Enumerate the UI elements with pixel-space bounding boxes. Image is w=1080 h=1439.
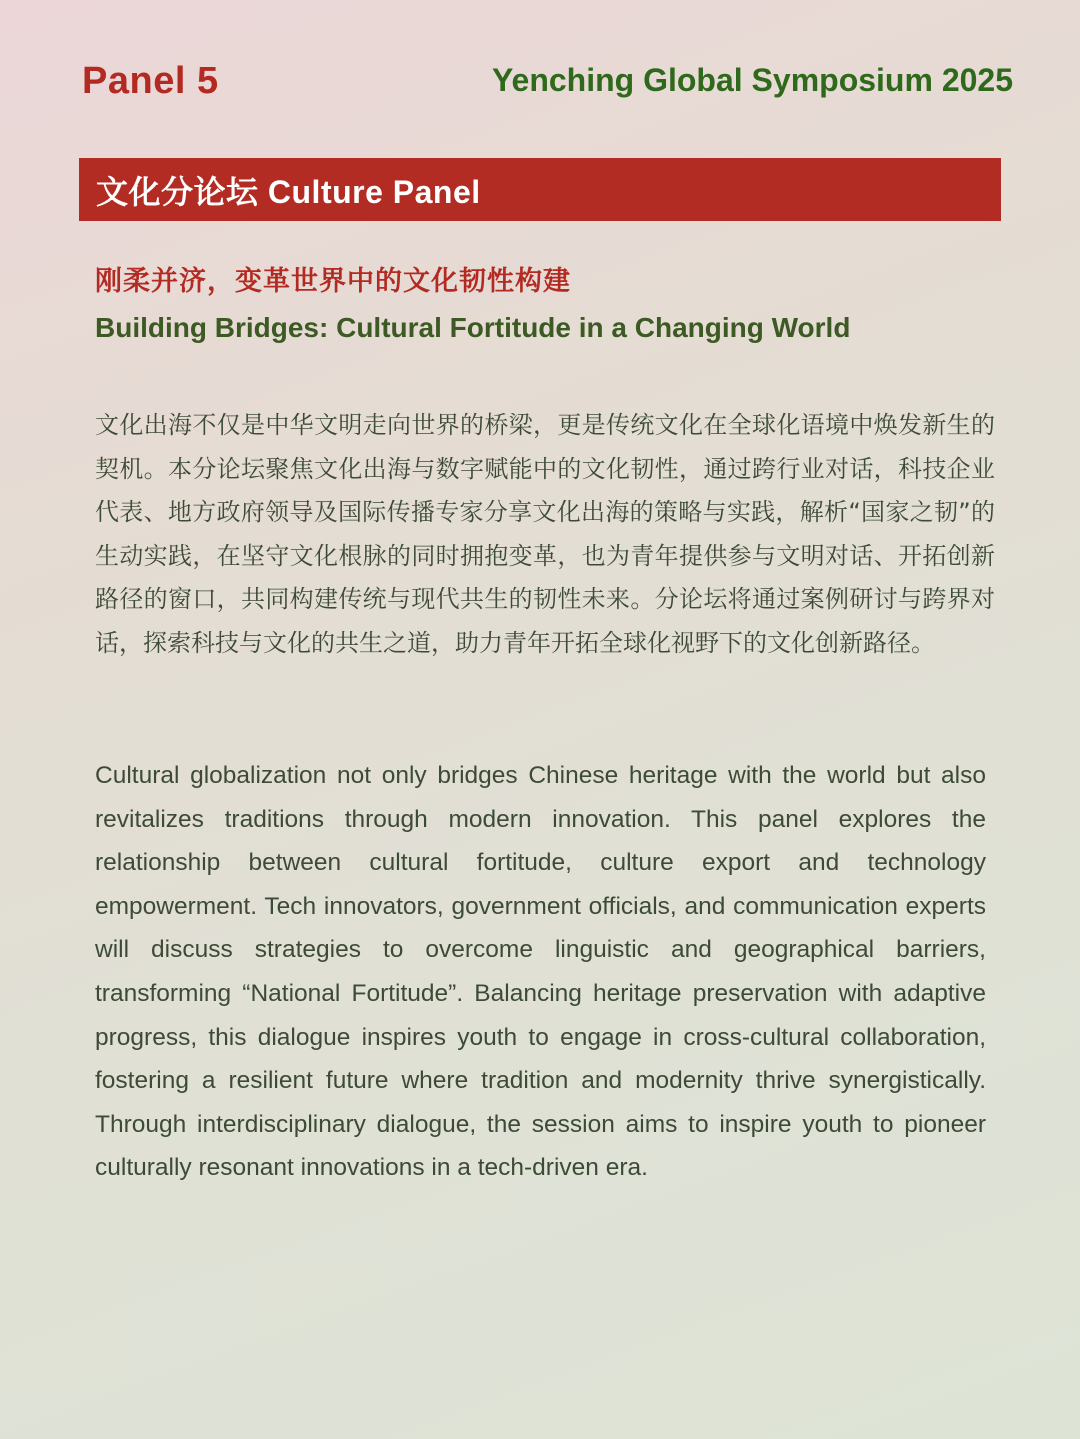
banner-title: 文化分论坛 Culture Panel — [96, 173, 481, 210]
panel-label: Panel 5 — [82, 60, 219, 102]
description-chinese: 文化出海不仅是中华文明走向世界的桥梁，更是传统文化在全球化语境中焕发新生的契机。本分论坛聚焦文化出海与数字赋能中的文化韧性，通过跨行业对话，科技企业代表、地方政府领导及国际传播专家分享文化出海的策略与实践，解析“国家之韧”的生动实践，在坚守文化根脉的同时拥抱变革，也为青年提供参与文明对话、开拓创新路径的窗口，共同构建传统与现代共生的韧性未来。分论坛将通过案例研讨与跨界对话，探索科技与文化的共生之道，助力青年开拓全球化视野下的文化创新路径。 — [95, 411, 995, 657]
subtitle-english: Building Bridges: Cultural Fortitude in a Changing World — [95, 312, 851, 343]
description-english: Cultural globalization not only bridges Chinese heritage with the world but also revitalizes traditions through modern innovation. This panel explores the relationship between cultural fortitude, culture export and technology empowerment. Tech innovators, government officials, and communication experts will discuss strategies to overcome linguistic and geographical barriers, transforming “National Fortitude”. Balancing heritage preservation with adaptive progress, this dialogue inspires youth to engage in cross-cultural collaboration, fostering a resilient future where tradition and modernity thrive synergistically. Through interdisciplinary dialogue, the session aims to inspire youth to pioneer culturally resonant innovations in a tech-driven era. — [95, 762, 986, 1182]
subtitle-chinese: 刚柔并济，变革世界中的文化韧性构建 — [95, 266, 571, 297]
event-title: Yenching Global Symposium 2025 — [491, 62, 1013, 98]
section-banner — [79, 158, 1001, 221]
